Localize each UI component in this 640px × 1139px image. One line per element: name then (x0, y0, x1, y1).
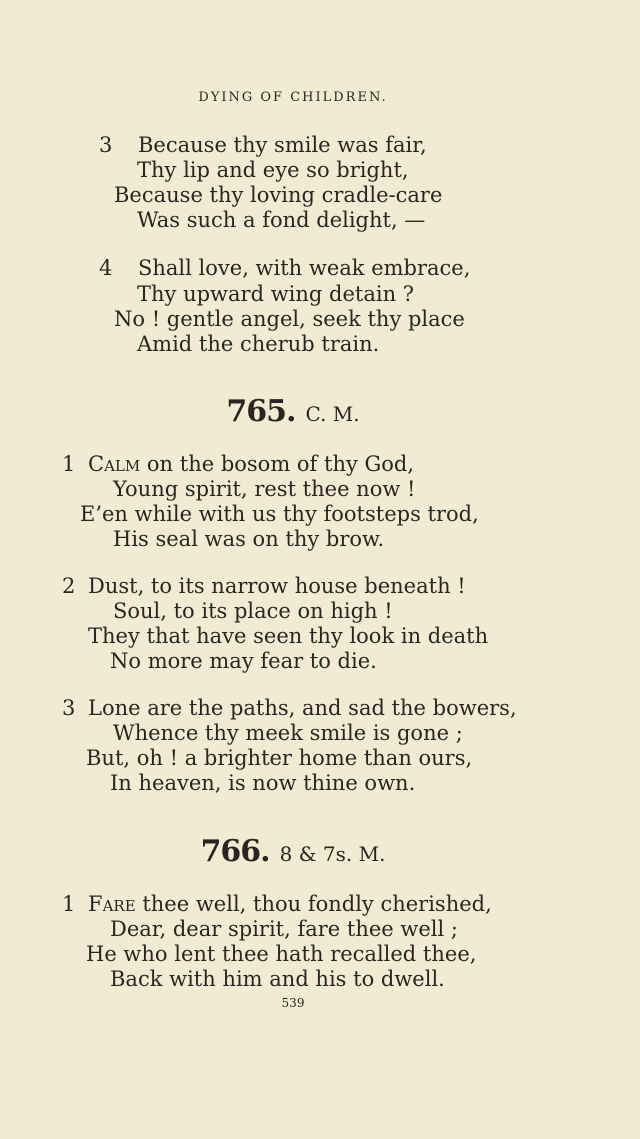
hymn-meter: 8 & 7s. M. (279, 842, 386, 866)
verse-line-first (88, 892, 492, 916)
verse-line: In heaven, is now thine own. (110, 771, 416, 795)
verse-line: Dear, dear spirit, fare thee well ; (110, 917, 458, 941)
running-head: DYING OF CHILDREN. (198, 90, 388, 105)
verse-line: But, oh ! a brighter home than ours, (86, 746, 473, 770)
stanza-number: 1 (62, 452, 76, 476)
verse-line: Young spirit, rest thee now ! (113, 477, 416, 501)
stanza-number: 3 (99, 133, 113, 157)
stanza-number: 1 (62, 892, 76, 916)
verse-line: Lone are the paths, and sad the bowers, (88, 696, 517, 720)
first-line-rest: on the bosom of thy God, (140, 452, 415, 476)
verse-line: Shall love, with weak embrace, (138, 256, 471, 280)
verse-line: They that have seen thy look in death (88, 624, 489, 648)
drop-word: Fare (88, 892, 136, 916)
verse-line: His seal was on thy brow. (113, 527, 385, 551)
verse-line: He who lent thee hath recalled thee, (86, 942, 477, 966)
verse-line: Dust, to its narrow house beneath ! (88, 574, 466, 598)
verse-line: Thy upward wing detain ? (137, 282, 415, 306)
verse-line: Amid the cherub train. (137, 332, 380, 356)
hymn-number: 766. (200, 834, 270, 869)
hymn-meter: C. M. (305, 402, 360, 426)
hymn-heading-765 (0, 394, 586, 429)
first-line-rest: thee well, thou fondly cherished, (135, 892, 492, 916)
stanza-number: 4 (99, 256, 113, 280)
verse-line: Was such a fond delight, — (137, 208, 426, 232)
verse-line: Back with him and his to dwell. (110, 967, 445, 991)
verse-line: Because thy smile was fair, (138, 133, 427, 157)
drop-word: Calm (88, 452, 141, 476)
verse-line: E’en while with us thy footsteps trod, (80, 502, 479, 526)
verse-line: Whence thy meek smile is gone ; (113, 721, 463, 745)
verse-line-first (88, 452, 414, 476)
verse-line: No ! gentle angel, seek thy place (114, 307, 465, 331)
stanza-number: 3 (62, 696, 76, 720)
verse-line: Soul, to its place on high ! (113, 599, 393, 623)
verse-line: Thy lip and eye so bright, (137, 158, 409, 182)
hymn-heading-766 (0, 834, 586, 869)
hymn-number: 765. (226, 394, 296, 429)
verse-line: No more may fear to die. (110, 649, 377, 673)
stanza-number: 2 (62, 574, 76, 598)
page-number: 539 (281, 996, 305, 1010)
verse-line: Because thy loving cradle-care (114, 183, 443, 207)
